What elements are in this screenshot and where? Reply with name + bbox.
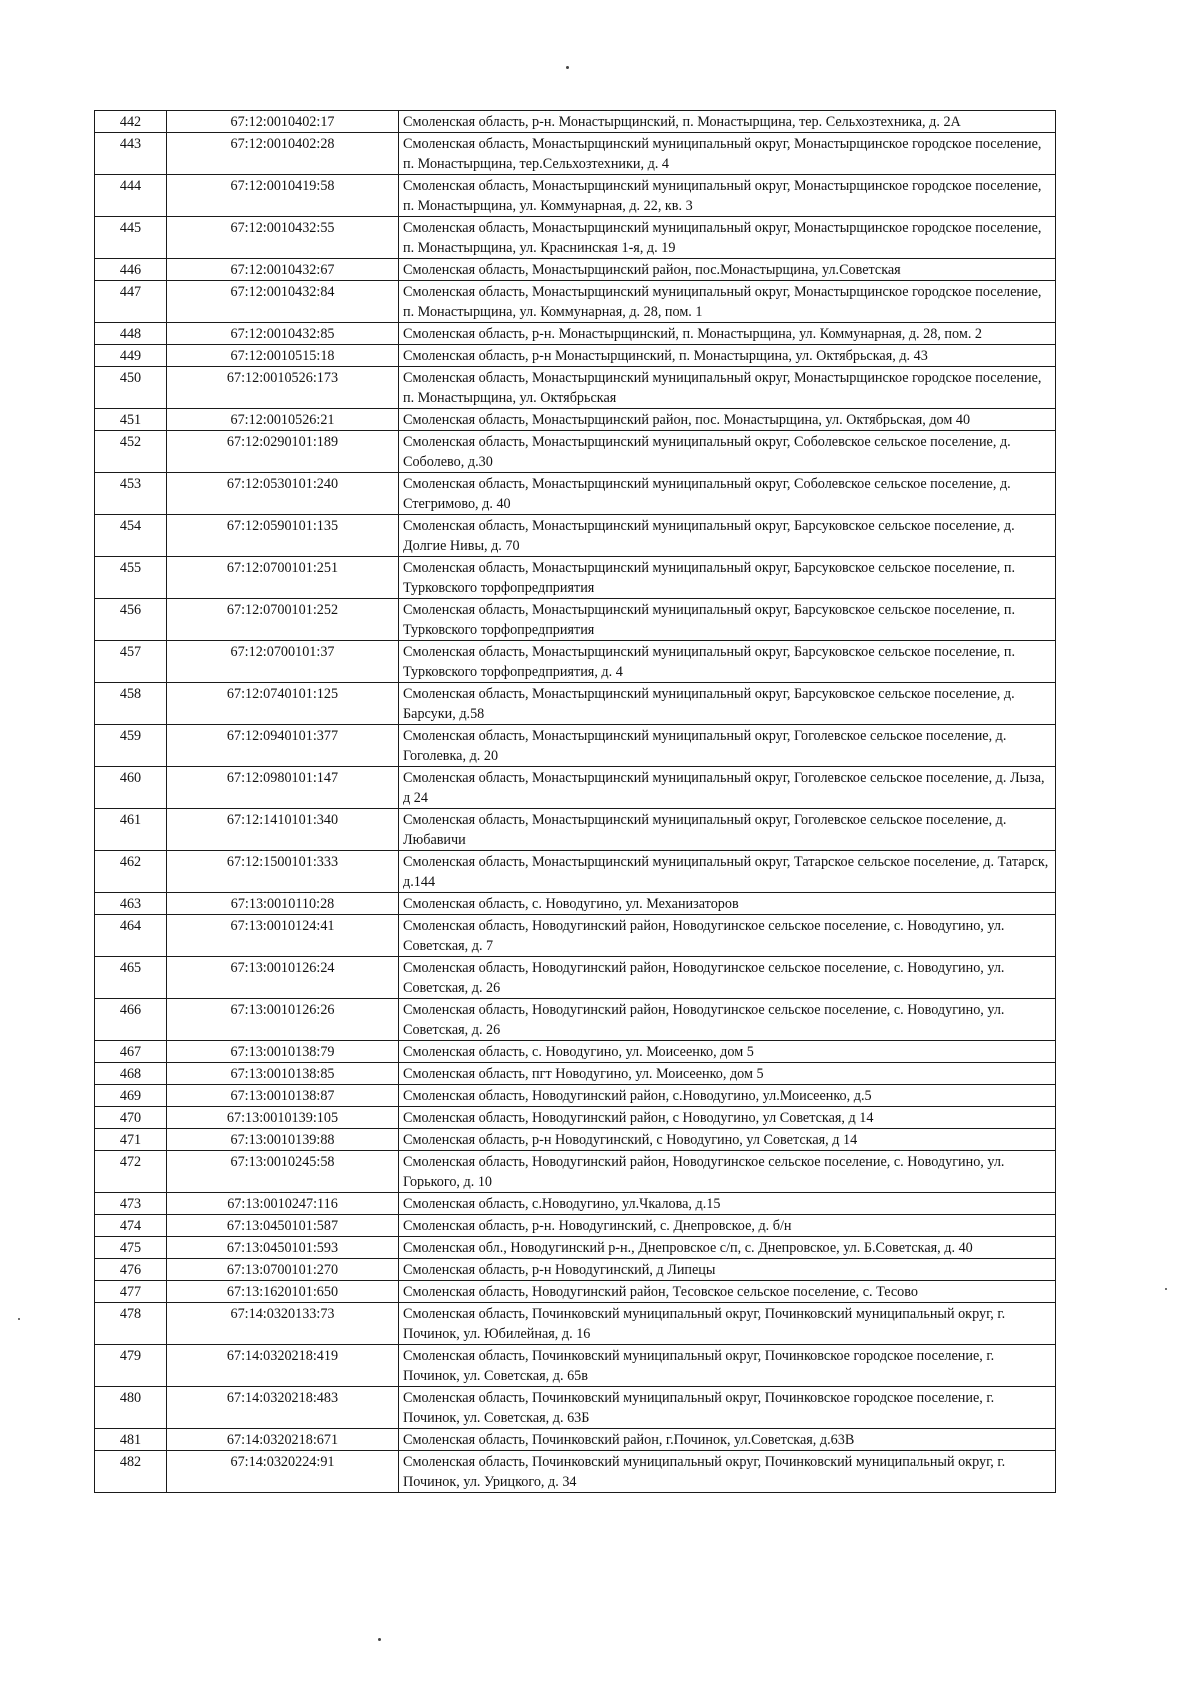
row-number: 447 [95,281,167,323]
row-number: 452 [95,431,167,473]
address-cell: Смоленская область, Монастырщинский муниципальный округ, Гоголевское сельское поселение, д. Любавичи [399,809,1056,851]
row-number: 459 [95,725,167,767]
row-number: 470 [95,1107,167,1129]
cadastral-number: 67:13:0010124:41 [167,915,399,957]
address-cell: Смоленская область, Монастырщинский муниципальный округ, Татарское сельское поселение, д. Татарск, д.144 [399,851,1056,893]
cadastral-number: 67:12:0530101:240 [167,473,399,515]
cadastral-number: 67:13:0010139:88 [167,1129,399,1151]
address-cell: Смоленская область, Новодугинский район, Новодугинское сельское поселение, с. Новодугино, ул. Советская, д. 26 [399,957,1056,999]
address-cell: Смоленская область, Починковский муниципальный округ, Починковское городское поселение, г. Починок, ул. Советская, д. 65в [399,1345,1056,1387]
address-cell: Смоленская область, Новодугинский район, с Новодугино, ул Советская, д 14 [399,1107,1056,1129]
cadastral-number: 67:13:0010138:79 [167,1041,399,1063]
table-row [95,473,1056,515]
registry-table-body [95,111,1056,1493]
address-cell: Смоленская область, пгт Новодугино, ул. Моисеенко, дом 5 [399,1063,1056,1085]
table-row [95,259,1056,281]
address-cell: Смоленская область, Новодугинский район, Новодугинское сельское поселение, с. Новодугино, ул. Горького, д. 10 [399,1151,1056,1193]
cadastral-number: 67:12:0010526:173 [167,367,399,409]
row-number: 478 [95,1303,167,1345]
table-row [95,1129,1056,1151]
scan-speck [566,66,569,69]
table-row [95,725,1056,767]
row-number: 473 [95,1193,167,1215]
table-row [95,767,1056,809]
cadastral-number: 67:12:0010402:17 [167,111,399,133]
table-row [95,431,1056,473]
address-cell: Смоленская область, Починковский район, г.Починок, ул.Советская, д.63В [399,1429,1056,1451]
address-cell: Смоленская область, р-н. Монастырщинский, п. Монастырщина, ул. Коммунарная, д. 28, пом. 2 [399,323,1056,345]
row-number: 453 [95,473,167,515]
address-cell: Смоленская область, Монастырщинский муниципальный округ, Гоголевское сельское поселение, д. Гоголевка, д. 20 [399,725,1056,767]
table-row [95,957,1056,999]
table-row [95,1259,1056,1281]
cadastral-number: 67:13:0010245:58 [167,1151,399,1193]
row-number: 468 [95,1063,167,1085]
address-cell: Смоленская область, Монастырщинский муниципальный округ, Соболевское сельское поселение, д. Стегримово, д. 40 [399,473,1056,515]
row-number: 445 [95,217,167,259]
table-row [95,111,1056,133]
table-row [95,1429,1056,1451]
address-cell: Смоленская область, р-н. Новодугинский, с. Днепровское, д. б/н [399,1215,1056,1237]
row-number: 449 [95,345,167,367]
cadastral-number: 67:12:0940101:377 [167,725,399,767]
table-row [95,281,1056,323]
row-number: 474 [95,1215,167,1237]
address-cell: Смоленская область, Новодугинский район, с.Новодугино, ул.Моисеенко, д.5 [399,1085,1056,1107]
row-number: 463 [95,893,167,915]
cadastral-number: 67:13:0700101:270 [167,1259,399,1281]
row-number: 455 [95,557,167,599]
table-row [95,1237,1056,1259]
cadastral-number: 67:12:0010526:21 [167,409,399,431]
address-cell: Смоленская область, с.Новодугино, ул.Чкалова, д.15 [399,1193,1056,1215]
row-number: 446 [95,259,167,281]
address-cell: Смоленская область, Новодугинский район, Новодугинское сельское поселение, с. Новодугино, ул. Советская, д. 26 [399,999,1056,1041]
cadastral-number: 67:12:0590101:135 [167,515,399,557]
address-cell: Смоленская область, Монастырщинский муниципальный округ, Барсуковское сельское поселение, п. Турковского торфопредприятия [399,599,1056,641]
cadastral-number: 67:12:1410101:340 [167,809,399,851]
row-number: 448 [95,323,167,345]
address-cell: Смоленская область, Монастырщинский муниципальный округ, Монастырщинское городское поселение, п. Монастырщина, тер.Сельхозтехники, д. 4 [399,133,1056,175]
cadastral-number: 67:13:0450101:593 [167,1237,399,1259]
table-row [95,217,1056,259]
row-number: 465 [95,957,167,999]
address-cell: Смоленская область, Монастырщинский муниципальный округ, Барсуковское сельское поселение, п. Турковского торфопредприятия, д. 4 [399,641,1056,683]
row-number: 458 [95,683,167,725]
cadastral-number: 67:14:0320218:483 [167,1387,399,1429]
scan-speck [18,1318,20,1320]
row-number: 457 [95,641,167,683]
cadastral-number: 67:13:0010110:28 [167,893,399,915]
row-number: 476 [95,1259,167,1281]
cadastral-number: 67:12:0980101:147 [167,767,399,809]
cadastral-number: 67:13:0010126:24 [167,957,399,999]
address-cell: Смоленская область, Монастырщинский муниципальный округ, Монастырщинское городское поселение, п. Монастырщина, ул. Коммунарная, д. 28, пом. 1 [399,281,1056,323]
row-number: 443 [95,133,167,175]
table-row [95,851,1056,893]
address-cell: Смоленская область, Монастырщинский район, пос.Монастырщина, ул.Советская [399,259,1056,281]
cadastral-number: 67:14:0320218:671 [167,1429,399,1451]
address-cell: Смоленская область, Монастырщинский район, пос. Монастырщина, ул. Октябрьская, дом 40 [399,409,1056,431]
cadastral-number: 67:12:0010515:18 [167,345,399,367]
table-row [95,1193,1056,1215]
table-row [95,133,1056,175]
row-number: 460 [95,767,167,809]
address-cell: Смоленская область, Новодугинский район, Тесовское сельское поселение, с. Тесово [399,1281,1056,1303]
row-number: 466 [95,999,167,1041]
table-row [95,1303,1056,1345]
address-cell: Смоленская область, р-н. Монастырщинский, п. Монастырщина, тер. Сельхозтехника, д. 2А [399,111,1056,133]
row-number: 481 [95,1429,167,1451]
cadastral-number: 67:12:0010432:85 [167,323,399,345]
table-row [95,1085,1056,1107]
table-row [95,1151,1056,1193]
address-cell: Смоленская обл., Новодугинский р-н., Днепровское с/п, с. Днепровское, ул. Б.Советская, д. 40 [399,1237,1056,1259]
cadastral-number: 67:13:0450101:587 [167,1215,399,1237]
address-cell: Смоленская область, Починковский муниципальный округ, Починковский муниципальный округ, г. Починок, ул. Урицкого, д. 34 [399,1451,1056,1493]
row-number: 482 [95,1451,167,1493]
address-cell: Смоленская область, с. Новодугино, ул. Моисеенко, дом 5 [399,1041,1056,1063]
address-cell: Смоленская область, Монастырщинский муниципальный округ, Барсуковское сельское поселение, д. Долгие Нивы, д. 70 [399,515,1056,557]
address-cell: Смоленская область, Монастырщинский муниципальный округ, Монастырщинское городское поселение, п. Монастырщина, ул. Краснинская 1-я, д. 19 [399,217,1056,259]
cadastral-number: 67:13:0010247:116 [167,1193,399,1215]
table-row [95,999,1056,1041]
table-row [95,915,1056,957]
row-number: 450 [95,367,167,409]
cadastral-number: 67:12:0010402:28 [167,133,399,175]
cadastral-number: 67:13:0010139:105 [167,1107,399,1129]
row-number: 442 [95,111,167,133]
cadastral-number: 67:13:0010138:85 [167,1063,399,1085]
table-row [95,515,1056,557]
address-cell: Смоленская область, Монастырщинский муниципальный округ, Гоголевское сельское поселение, д. Лыза, д 24 [399,767,1056,809]
cadastral-number: 67:12:0700101:251 [167,557,399,599]
cadastral-number: 67:12:0290101:189 [167,431,399,473]
cadastral-number: 67:12:0010432:55 [167,217,399,259]
row-number: 464 [95,915,167,957]
table-row [95,409,1056,431]
table-row [95,367,1056,409]
row-number: 471 [95,1129,167,1151]
table-row [95,1387,1056,1429]
table-row [95,599,1056,641]
row-number: 469 [95,1085,167,1107]
address-cell: Смоленская область, Монастырщинский муниципальный округ, Барсуковское сельское поселение, д. Барсуки, д.58 [399,683,1056,725]
address-cell: Смоленская область, Монастырщинский муниципальный округ, Монастырщинское городское поселение, п. Монастырщина, ул. Октябрьская [399,367,1056,409]
table-row [95,1451,1056,1493]
row-number: 461 [95,809,167,851]
row-number: 456 [95,599,167,641]
row-number: 451 [95,409,167,431]
table-row [95,1063,1056,1085]
address-cell: Смоленская область, р-н Новодугинский, с Новодугино, ул Советская, д 14 [399,1129,1056,1151]
address-cell: Смоленская область, Монастырщинский муниципальный округ, Барсуковское сельское поселение, п. Турковского торфопредприятия [399,557,1056,599]
table-row [95,345,1056,367]
row-number: 444 [95,175,167,217]
cadastral-number: 67:12:0010432:67 [167,259,399,281]
table-row [95,809,1056,851]
table-row [95,1107,1056,1129]
address-cell: Смоленская область, Починковский муниципальный округ, Починковский муниципальный округ, г. Починок, ул. Юбилейная, д. 16 [399,1303,1056,1345]
table-row [95,893,1056,915]
cadastral-number: 67:14:0320133:73 [167,1303,399,1345]
row-number: 475 [95,1237,167,1259]
table-row [95,1281,1056,1303]
scan-speck [1165,1288,1167,1290]
row-number: 467 [95,1041,167,1063]
cadastral-number: 67:14:0320218:419 [167,1345,399,1387]
row-number: 454 [95,515,167,557]
address-cell: Смоленская область, с. Новодугино, ул. Механизаторов [399,893,1056,915]
cadastral-number: 67:14:0320224:91 [167,1451,399,1493]
table-row [95,175,1056,217]
cadastral-number: 67:12:0740101:125 [167,683,399,725]
address-cell: Смоленская область, Монастырщинский муниципальный округ, Соболевское сельское поселение, д. Соболево, д.30 [399,431,1056,473]
cadastral-number: 67:12:0700101:252 [167,599,399,641]
cadastral-number: 67:13:0010126:26 [167,999,399,1041]
table-row [95,557,1056,599]
cadastral-number: 67:12:0010419:58 [167,175,399,217]
cadastral-number: 67:13:1620101:650 [167,1281,399,1303]
address-cell: Смоленская область, р-н Монастырщинский, п. Монастырщина, ул. Октябрьская, д. 43 [399,345,1056,367]
row-number: 479 [95,1345,167,1387]
cadastral-number: 67:12:0010432:84 [167,281,399,323]
cadastral-number: 67:12:1500101:333 [167,851,399,893]
scan-speck [378,1638,381,1641]
table-row [95,1345,1056,1387]
registry-table [94,110,1056,1493]
table-row [95,683,1056,725]
table-row [95,1215,1056,1237]
address-cell: Смоленская область, Новодугинский район, Новодугинское сельское поселение, с. Новодугино, ул. Советская, д. 7 [399,915,1056,957]
row-number: 480 [95,1387,167,1429]
address-cell: Смоленская область, р-н Новодугинский, д Липецы [399,1259,1056,1281]
address-cell: Смоленская область, Починковский муниципальный округ, Починковское городское поселение, г. Починок, ул. Советская, д. 63Б [399,1387,1056,1429]
table-row [95,641,1056,683]
row-number: 472 [95,1151,167,1193]
address-cell: Смоленская область, Монастырщинский муниципальный округ, Монастырщинское городское поселение, п. Монастырщина, ул. Коммунарная, д. 22, кв. 3 [399,175,1056,217]
cadastral-number: 67:12:0700101:37 [167,641,399,683]
cadastral-number: 67:13:0010138:87 [167,1085,399,1107]
row-number: 462 [95,851,167,893]
row-number: 477 [95,1281,167,1303]
table-row [95,323,1056,345]
table-row [95,1041,1056,1063]
